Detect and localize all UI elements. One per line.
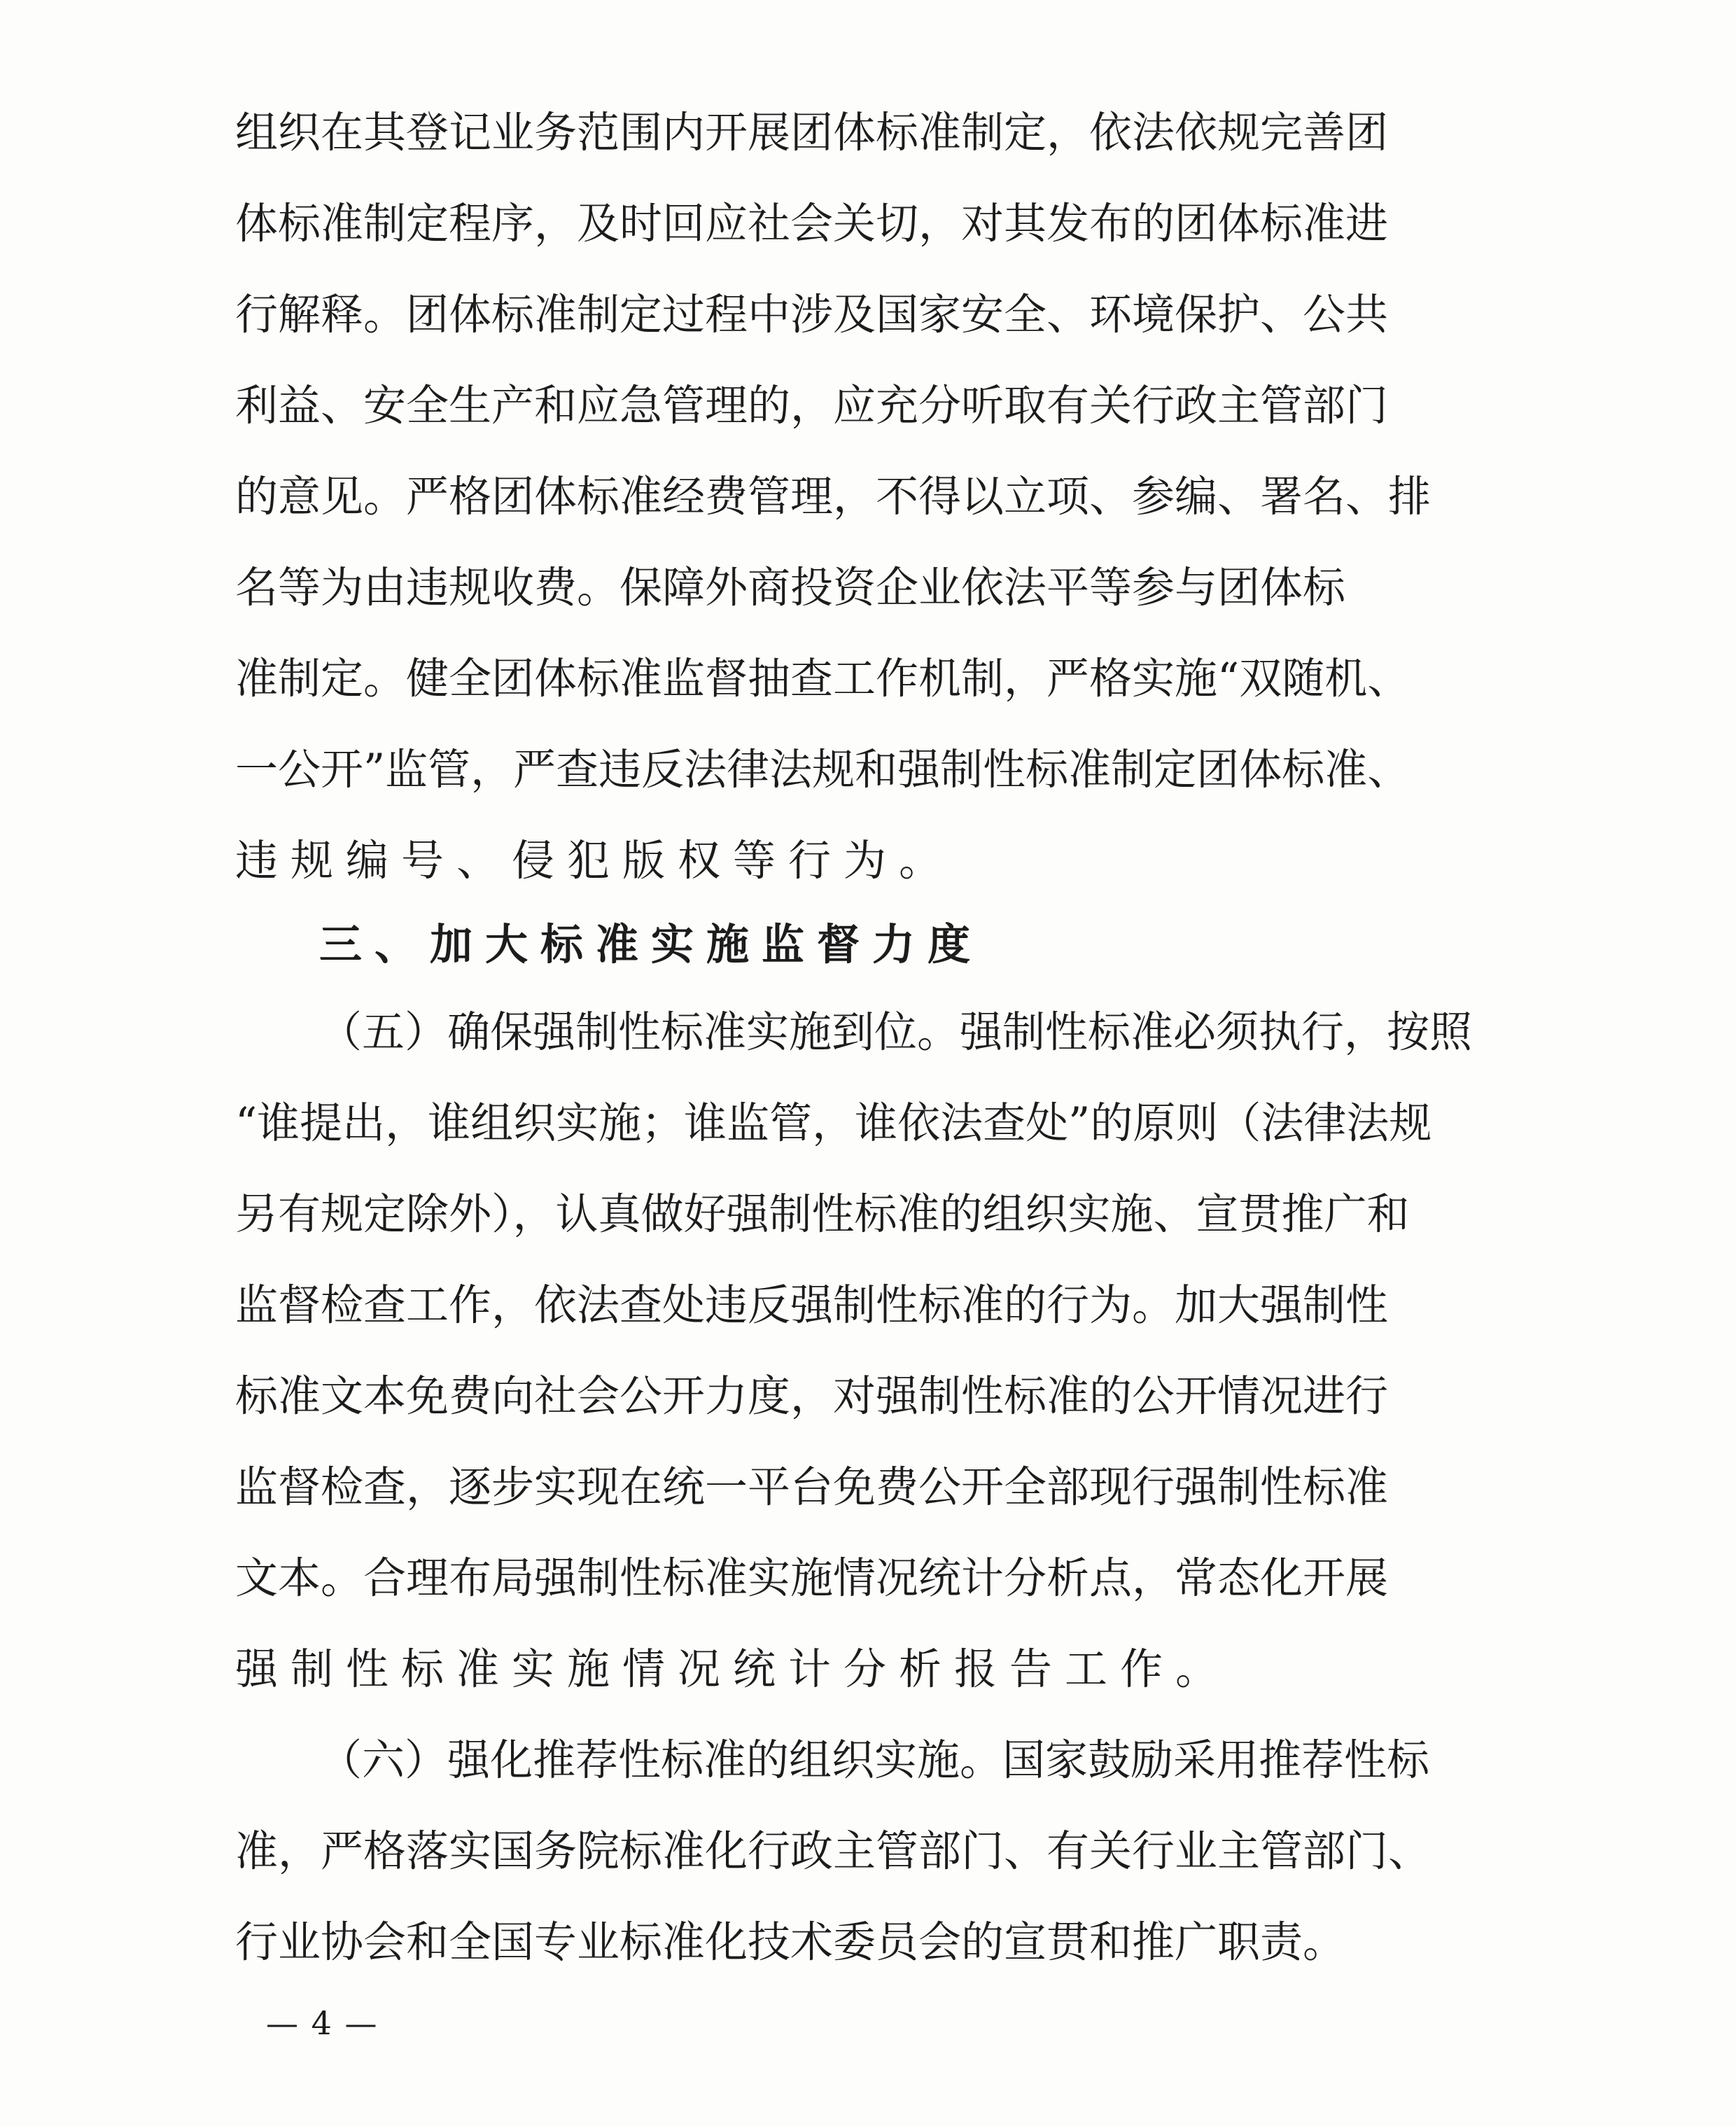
body-line: 标准文本免费向社会公开力度，对强制性标准的公开情况进行 bbox=[235, 1371, 1389, 1421]
body-line: 监督检查，逐步实现在统一平台免费公开全部现行强制性标准 bbox=[235, 1462, 1389, 1512]
body-line: 另有规定除外），认真做好强制性标准的组织实施、宣贯推广和 bbox=[235, 1189, 1410, 1239]
body-line: （六）强化推荐性标准的组织实施。国家鼓励采用推荐性标 bbox=[319, 1735, 1430, 1785]
body-line: 一公开”监管，严查违反法律法规和强制性标准制定团体标准、 bbox=[235, 745, 1410, 795]
body-line: 监督检查工作，依法查处违反强制性标准的行为。加大强制性 bbox=[235, 1280, 1389, 1330]
body-line: 准，严格落实国务院标准化行政主管部门、有关行业主管部门、 bbox=[235, 1826, 1432, 1876]
body-line: 准制定。健全团体标准监督抽查工作机制，严格实施“双随机、 bbox=[235, 654, 1410, 704]
body-line: 违规编号、侵犯版权等行为。 bbox=[235, 836, 955, 886]
body-line: “谁提出，谁组织实施；谁监管，谁依法查处”的原则（法律法规 bbox=[235, 1098, 1432, 1148]
body-line: 行业协会和全国专业标准化技术委员会的宣贯和推广职责。 bbox=[235, 1917, 1346, 1967]
body-line: （五）确保强制性标准实施到位。强制性标准必须执行，按照 bbox=[319, 1007, 1473, 1057]
body-line: 名等为由违规收费。保障外商投资企业依法平等参与团体标 bbox=[235, 563, 1346, 613]
section-heading: 三、加大标准实施监督力度 bbox=[319, 920, 983, 970]
page-number: — 4 — bbox=[266, 2004, 379, 2042]
body-line: 体标准制定程序，及时回应社会关切，对其发布的团体标准进 bbox=[235, 199, 1389, 249]
body-line: 行解释。团体标准制定过程中涉及国家安全、环境保护、公共 bbox=[235, 290, 1389, 340]
body-line: 组织在其登记业务范围内开展团体标准制定，依法依规完善团 bbox=[235, 108, 1389, 158]
body-line: 利益、安全生产和应急管理的，应充分听取有关行政主管部门 bbox=[235, 381, 1389, 431]
body-line: 的意见。严格团体标准经费管理，不得以立项、参编、署名、排 bbox=[235, 472, 1432, 522]
body-line: 文本。合理布局强制性标准实施情况统计分析点，常态化开展 bbox=[235, 1553, 1389, 1603]
body-line: 强制性标准实施情况统计分析报告工作。 bbox=[235, 1644, 1231, 1694]
